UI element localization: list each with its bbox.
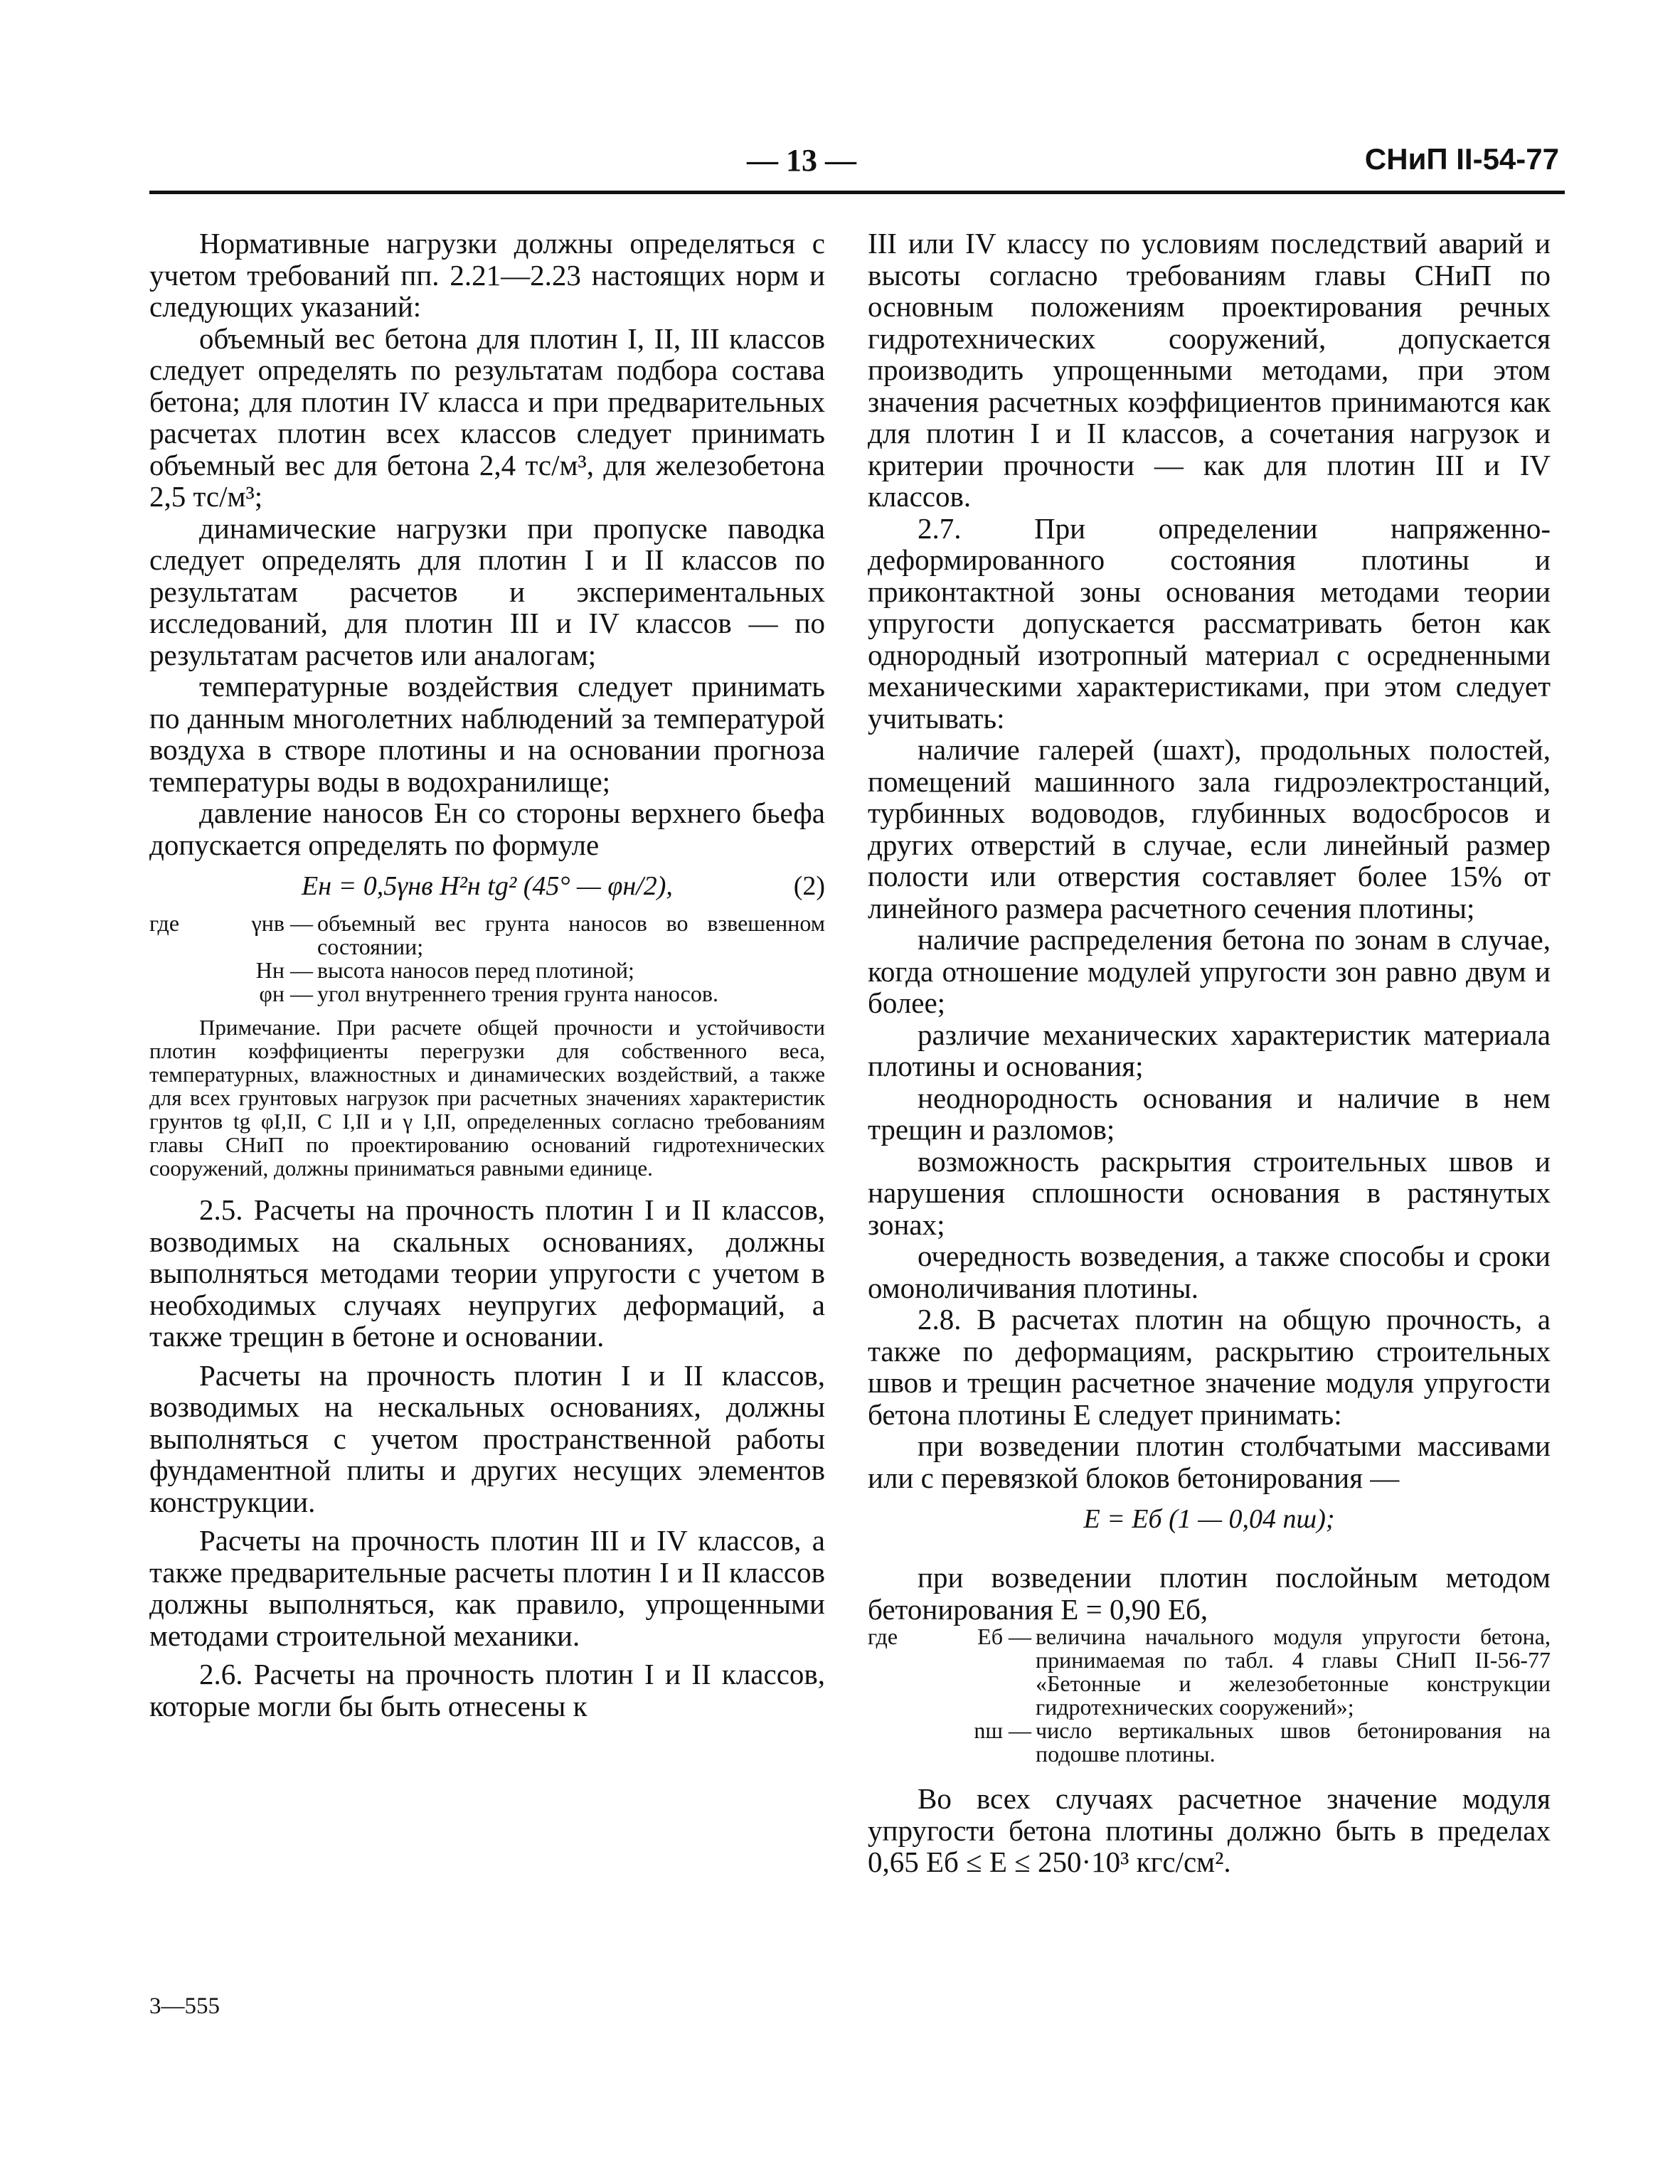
paragraph: 2.7. При определении напряженно-деформированного состояния плотины и приконтактной зоны основания методами теории упругости допускается рассматривать бетон как однородный изотропный материал с осредненными механическими характеристиками, при этом следует учитывать:	[868, 511, 1551, 735]
formula-text: Eн = 0,5γнв H²н tg² (45° — φн/2),	[302, 871, 673, 901]
paragraph: Расчеты на прочность плотин I и II классов, возводимых на нескальных основаниях, должны выполняться с учетом пространственной работы фундаментной плиты и других несущих элементов конструкции.	[149, 1358, 825, 1518]
paragraph: температурные воздействия следует принимать по данным многолетних наблюдений за температурой воздуха в створе плотины и на основании прогноза температуры воды в водохранилище;	[149, 670, 825, 798]
left-column	[149, 228, 825, 1722]
where-item	[149, 982, 825, 1006]
paragraph: 2.6. Расчеты на прочность плотин I и II классов, которые могли бы быть отнесены к	[149, 1658, 825, 1722]
where-symbol: φн —	[259, 981, 313, 1006]
where-symbol: Hн —	[255, 957, 313, 983]
paragraph: объемный вес бетона для плотин I, II, III классов следует определять по результатам подбора состава бетона; для плотин IV класса и при предварительных расчетах плотин всех классов следует принимать объемный вес для бетона 2,4 тс/м³, для железобетона 2,5 тс/м³;	[149, 321, 825, 513]
formula-number: (2)	[793, 871, 825, 901]
formula-e	[868, 1503, 1551, 1535]
paragraph: 2.5. Расчеты на прочность плотин I и II классов, возводимых на скальных основаниях, должны выполняться методами теории упругости с учетом в необходимых случаях неупругих деформаций, а также трещин в бетоне и основании.	[149, 1193, 825, 1353]
paragraph: III или IV классу по условиям последствий аварий и высоты согласно требованиям главы СНиП по основным положениям проектирования речных гидротехнических сооружений, допускается производить упрощенными методами, при этом значения расчетных коэффициентов принимаются как для плотин I и II классов, а сочетания нагрузок и критерии прочности — как для плотин III и IV классов.	[868, 227, 1551, 513]
document-code: СНиП II-54-77	[1364, 142, 1559, 176]
where-symbol: γнв —	[251, 910, 313, 936]
where-text: объемный вес грунта наносов во взвешенном состоянии;	[317, 910, 825, 959]
paragraph: возможность раскрытия строительных швов и нарушения сплошности основания в растянутых зонах;	[868, 1144, 1551, 1241]
paragraph: Во всех случаях расчетное значение модуля упругости бетона плотины должно быть в пределах 0,65 Eб ≤ E ≤ 250·10³ кгс/см².	[868, 1782, 1551, 1878]
paragraph: Расчеты на прочность плотин III и IV классов, а также предварительные расчеты плотин I и II классов должны выполняться, как правило, упрощенными методами строительной механики.	[149, 1524, 825, 1652]
formula-text: E = Eб (1 — 0,04 nш);	[1083, 1504, 1335, 1534]
where-item	[149, 959, 825, 982]
where-item	[868, 1719, 1551, 1766]
paragraph: неоднородность основания и наличие в нем трещин и разломов;	[868, 1081, 1551, 1146]
page-number: — 13 —	[747, 143, 856, 178]
paragraph: давление наносов Eн со стороны верхнего бьефа допускается определять по формуле	[149, 797, 825, 861]
where-text: число вертикальных швов бетонирования на подошве плотины.	[1036, 1717, 1551, 1767]
where-item	[149, 912, 825, 959]
where-text: высота наносов перед плотиной;	[317, 957, 634, 983]
paragraph: при возведении плотин столбчатыми массивами или с перевязкой блоков бетонирования —	[868, 1429, 1551, 1494]
where-symbol: Eб —	[977, 1624, 1031, 1649]
paragraph: наличие распределения бетона по зонам в случае, когда отношение модулей упругости зон равно двум и более;	[868, 923, 1551, 1019]
where-label: где	[868, 1624, 898, 1649]
header-rule	[149, 191, 1565, 194]
right-column	[868, 228, 1551, 1878]
paragraph: при возведении плотин послойным методом бетонирования E = 0,90 Eб,	[868, 1561, 1551, 1626]
where-symbol: nш —	[974, 1717, 1031, 1743]
where-text: угол внутреннего трения грунта наносов.	[317, 981, 718, 1006]
where-item	[868, 1625, 1551, 1719]
paragraph: 2.8. В расчетах плотин на общую прочность, а также по деформациям, раскрытию строительных швов и трещин расчетное значение модуля упругости бетона плотины E следует принимать:	[868, 1303, 1551, 1431]
paragraph: очередность возведения, а также способы и сроки омоноличивания плотины.	[868, 1240, 1551, 1304]
paragraph: наличие галерей (шахт), продольных полостей, помещений машинного зала гидроэлектростанций, турбинных водоводов, глубинных водосбросов и других отверстий в случае, если линейный размер полости или отверстия составляет более 15% от линейного размера расчетного сечения плотины;	[868, 733, 1551, 925]
where-text: величина начального модуля упругости бетона, принимаемая по табл. 4 главы СНиП II-56-77 «Бетонные и железобетонные конструкции гидротехнических сооружений»;	[1036, 1624, 1551, 1720]
paragraph: динамические нагрузки при пропуске паводка следует определять для плотин I и II классов по результатам расчетов и экспериментальных исследований, для плотин III и IV классов — по результатам расчетов или аналогам;	[149, 511, 825, 671]
where-label: где	[149, 910, 180, 936]
formula-2	[149, 870, 825, 902]
note: Примечание. При расчете общей прочности и устойчивости плотин коэффициенты перегрузки для собственного веса, температурных, влажностных и динамических воздействий, а также для всех грунтовых нагрузок при расчетных значениях характеристик грунтов tg φI,II, C I,II и γ I,II, определенных согласно требованиям главы СНиП по проектированию оснований гидротехнических сооружений, должны приниматься равными единице.	[149, 1015, 825, 1181]
paragraph: различие механических характеристик материала плотины и основания;	[868, 1018, 1551, 1082]
print-code: 3—555	[149, 1993, 220, 2019]
paragraph: Нормативные нагрузки должны определяться с учетом требований пп. 2.21—2.23 настоящих норм и следующих указаний:	[149, 227, 825, 323]
